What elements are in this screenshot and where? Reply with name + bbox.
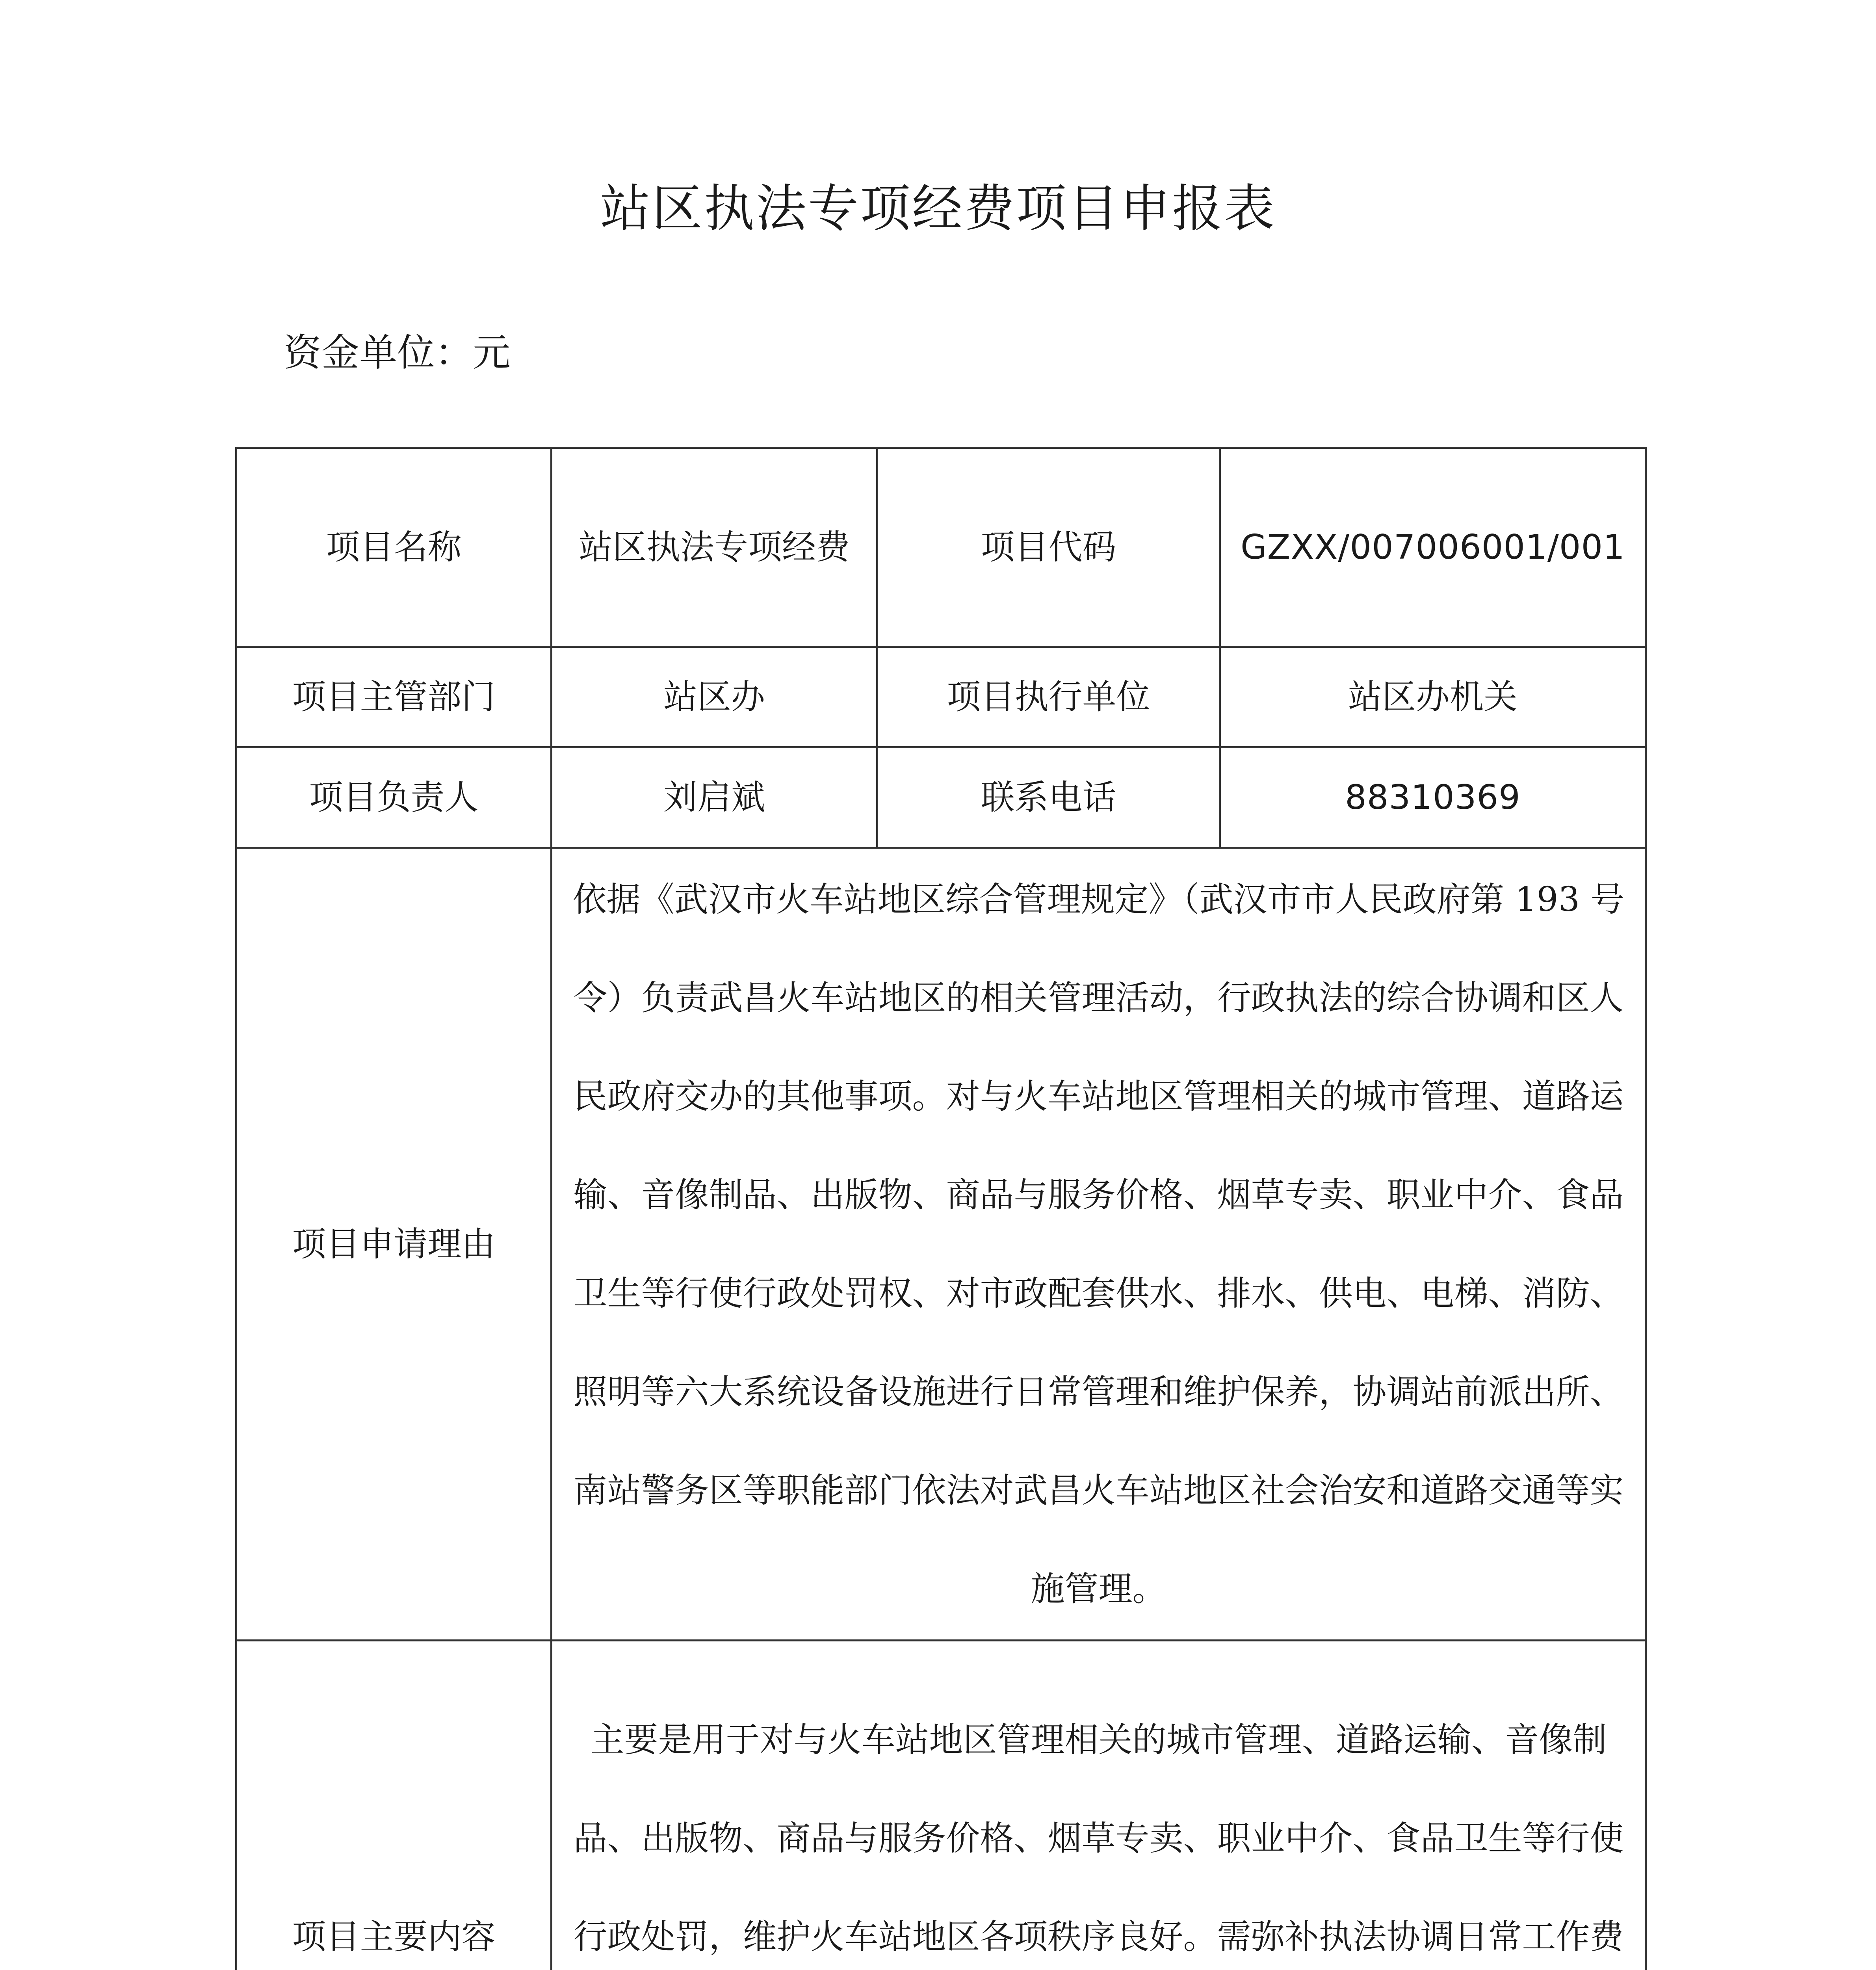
project-application-table <box>235 447 1647 1970</box>
page-title: 站区执法专项经费项目申报表 <box>600 179 1276 238</box>
project-code-value: GZXX/007006001/001 <box>1220 448 1646 647</box>
content-label: 项目主要内容 <box>236 1641 552 1970</box>
reason-value: 依据《武汉市火车站地区综合管理规定》（武汉市市人民政府第 193 号令）负责武昌火车站地区的相关管理活动，行政执法的综合协调和区人民政府交办的其他事项。对与火车站地区管理相关的城市管理、道路运输、音像制品、出版物、商品与服务价格、烟草专卖、职业中介、食品卫生等行使行政处罚权、对市政配套供水、排水、供电、电梯、消防、照明等六大系统设备设施进行日常管理和维护保养，协调站前派出所、南站警务区等职能部门依法对武昌火车站地区社会治安和道路交通等实施管理。 <box>552 848 1646 1641</box>
row-content <box>236 1641 1646 1970</box>
exec-unit-value: 站区办机关 <box>1220 647 1646 747</box>
dept-value: 站区办 <box>552 647 877 747</box>
project-code-label: 项目代码 <box>877 448 1220 647</box>
row-department <box>236 647 1646 747</box>
reason-label: 项目申请理由 <box>236 848 552 1641</box>
exec-unit-label: 项目执行单位 <box>877 647 1220 747</box>
phone-label: 联系电话 <box>877 747 1220 848</box>
row-project-name <box>236 448 1646 647</box>
project-name-value: 站区执法专项经费 <box>552 448 877 647</box>
phone-value: 88310369 <box>1220 747 1646 848</box>
content-value: 主要是用于对与火车站地区管理相关的城市管理、道路运输、音像制品、出版物、商品与服务价格、烟草专卖、职业中介、食品卫生等行使行政处罚，维护火车站地区各项秩序良好。需弥补执法协调日常工作费 <box>552 1641 1646 1970</box>
project-name-label: 项目名称 <box>236 448 552 647</box>
leader-label: 项目负责人 <box>236 747 552 848</box>
dept-label: 项目主管部门 <box>236 647 552 747</box>
currency-unit-note: 资金单位：元 <box>284 331 511 375</box>
row-leader <box>236 747 1646 848</box>
row-reason <box>236 848 1646 1641</box>
leader-value: 刘启斌 <box>552 747 877 848</box>
